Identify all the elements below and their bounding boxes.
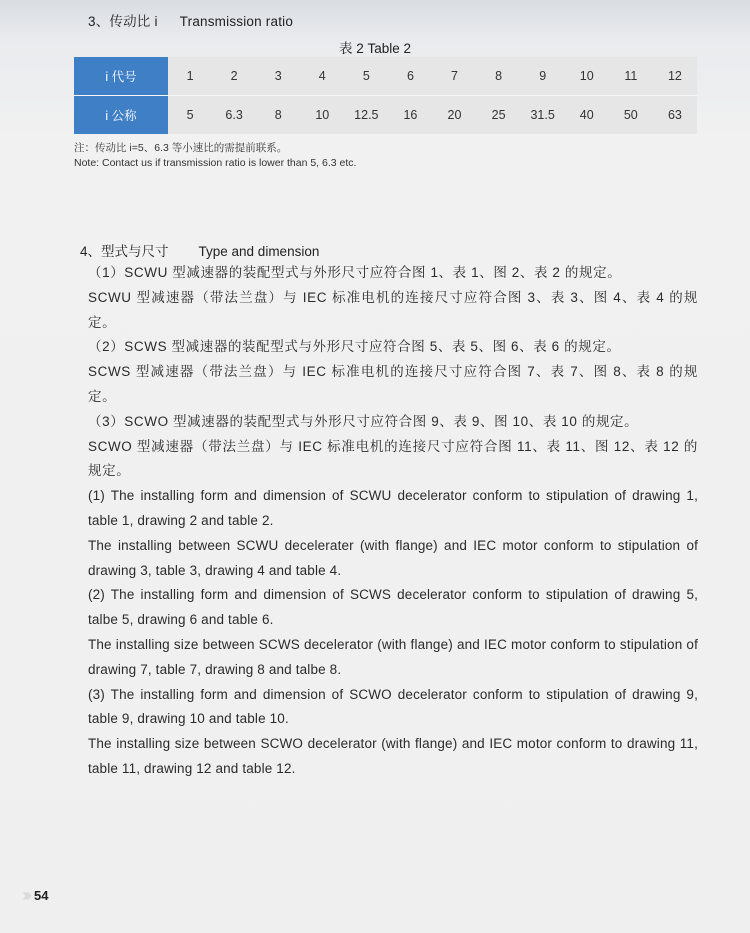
- paragraph: SCWS 型减速器（带法兰盘）与 IEC 标准电机的连接尺寸应符合图 7、表 7、图 8、表 8 的规定。: [88, 364, 698, 404]
- chevron-right-icon: ›››: [22, 885, 28, 905]
- row-header-nominal: i 公称: [74, 96, 168, 135]
- section-3-heading: [88, 10, 293, 30]
- table-cell: 9: [521, 57, 565, 96]
- paragraph: （2）SCWS 型减速器的装配型式与外形尺寸应符合图 5、表 5、图 6、表 6 的规定。: [88, 339, 621, 355]
- section-3-title-en: Transmission ratio: [179, 14, 294, 29]
- table-cell: 6.3: [212, 96, 256, 135]
- paragraph: The installing size between SCWO decelerator (with flange) and IEC motor conform to drawing 11, table 11, drawing 12 and table 12.: [88, 736, 698, 776]
- paragraph: SCWU 型减速器（带法兰盘）与 IEC 标准电机的连接尺寸应符合图 3、表 3、图 4、表 4 的规定。: [88, 289, 698, 330]
- table-caption: 表 2 Table 2: [338, 41, 412, 56]
- note-cn: 注：传动比 i=5、6.3 等小速比的需提前联系。: [74, 142, 288, 154]
- table-cell: 11: [609, 57, 653, 96]
- section-4-heading: [80, 240, 319, 260]
- paragraph: (2) The installing form and dimension of SCWS decelerator conform to stipulation of drawing 5, talbe 5, drawing 6 and table 6.: [88, 587, 698, 628]
- table-cell: 6: [388, 57, 432, 96]
- paragraph: (1) The installing form and dimension of SCWU decelerator conform to stipulation of drawing 1, table 1, drawing 2 and table 2.: [88, 488, 698, 528]
- table-cell: 63: [653, 96, 697, 135]
- table-cell: 10: [565, 57, 609, 96]
- table-cell: 40: [565, 96, 609, 135]
- table-cell: 2: [212, 57, 256, 96]
- note-en: Note: Contact us if transmission ratio is lower than 5, 6.3 etc.: [74, 157, 357, 169]
- table-cell: 50: [609, 96, 653, 135]
- table-cell: 3: [256, 57, 300, 96]
- paragraph: The installing between SCWU decelerater (with flange) and IEC motor conform to stipulation of drawing 3, table 3, drawing 4 and table 4.: [88, 537, 698, 578]
- section-4-title-cn: 4、型式与尺寸: [80, 244, 169, 259]
- paragraph: (3) The installing form and dimension of SCWO decelerator conform to stipulation of drawing 9, table 9, drawing 10 and table 10.: [88, 686, 698, 727]
- table-cell: 5: [168, 96, 212, 135]
- table-note: [74, 141, 356, 171]
- paragraph: SCWO 型减速器（带法兰盘）与 IEC 标准电机的连接尺寸应符合图 11、表 11、图 12、表 12 的规定。: [88, 438, 698, 479]
- row-header-code: i 代号: [74, 57, 168, 96]
- paragraph: The installing size between SCWS decelerator (with flange) and IEC motor conform to stipulation of drawing 7, table 7, drawing 8 and talbe 8.: [88, 636, 698, 677]
- table-cell: 7: [432, 57, 476, 96]
- paragraph: （1）SCWU 型减速器的装配型式与外形尺寸应符合图 1、表 1、图 2、表 2 的规定。: [88, 265, 622, 280]
- body-text: [72, 261, 698, 782]
- section-4-title-en: Type and dimension: [198, 244, 320, 259]
- table-cell: 12: [653, 57, 697, 96]
- table-cell: 4: [300, 57, 344, 96]
- table-cell: 16: [388, 96, 432, 135]
- table-row-code: [74, 57, 697, 96]
- table-row-nominal: [74, 96, 697, 135]
- paragraph: （3）SCWO 型减速器的装配型式与外形尺寸应符合图 9、表 9、图 10、表 10 的规定。: [88, 413, 639, 429]
- section-3-title-cn: 3、传动比 i: [88, 14, 158, 29]
- page-number: 54: [33, 888, 49, 903]
- table-cell: 12.5: [344, 96, 388, 135]
- table-cell: 10: [300, 96, 344, 135]
- table-cell: 8: [256, 96, 300, 135]
- table-cell: 20: [432, 96, 476, 135]
- table-cell: 31.5: [521, 96, 565, 135]
- table-cell: 25: [477, 96, 521, 135]
- table-cell: 1: [168, 57, 212, 96]
- transmission-ratio-table: [74, 57, 697, 134]
- page-footer: [22, 885, 48, 906]
- table-cell: 8: [477, 57, 521, 96]
- table-cell: 5: [344, 57, 388, 96]
